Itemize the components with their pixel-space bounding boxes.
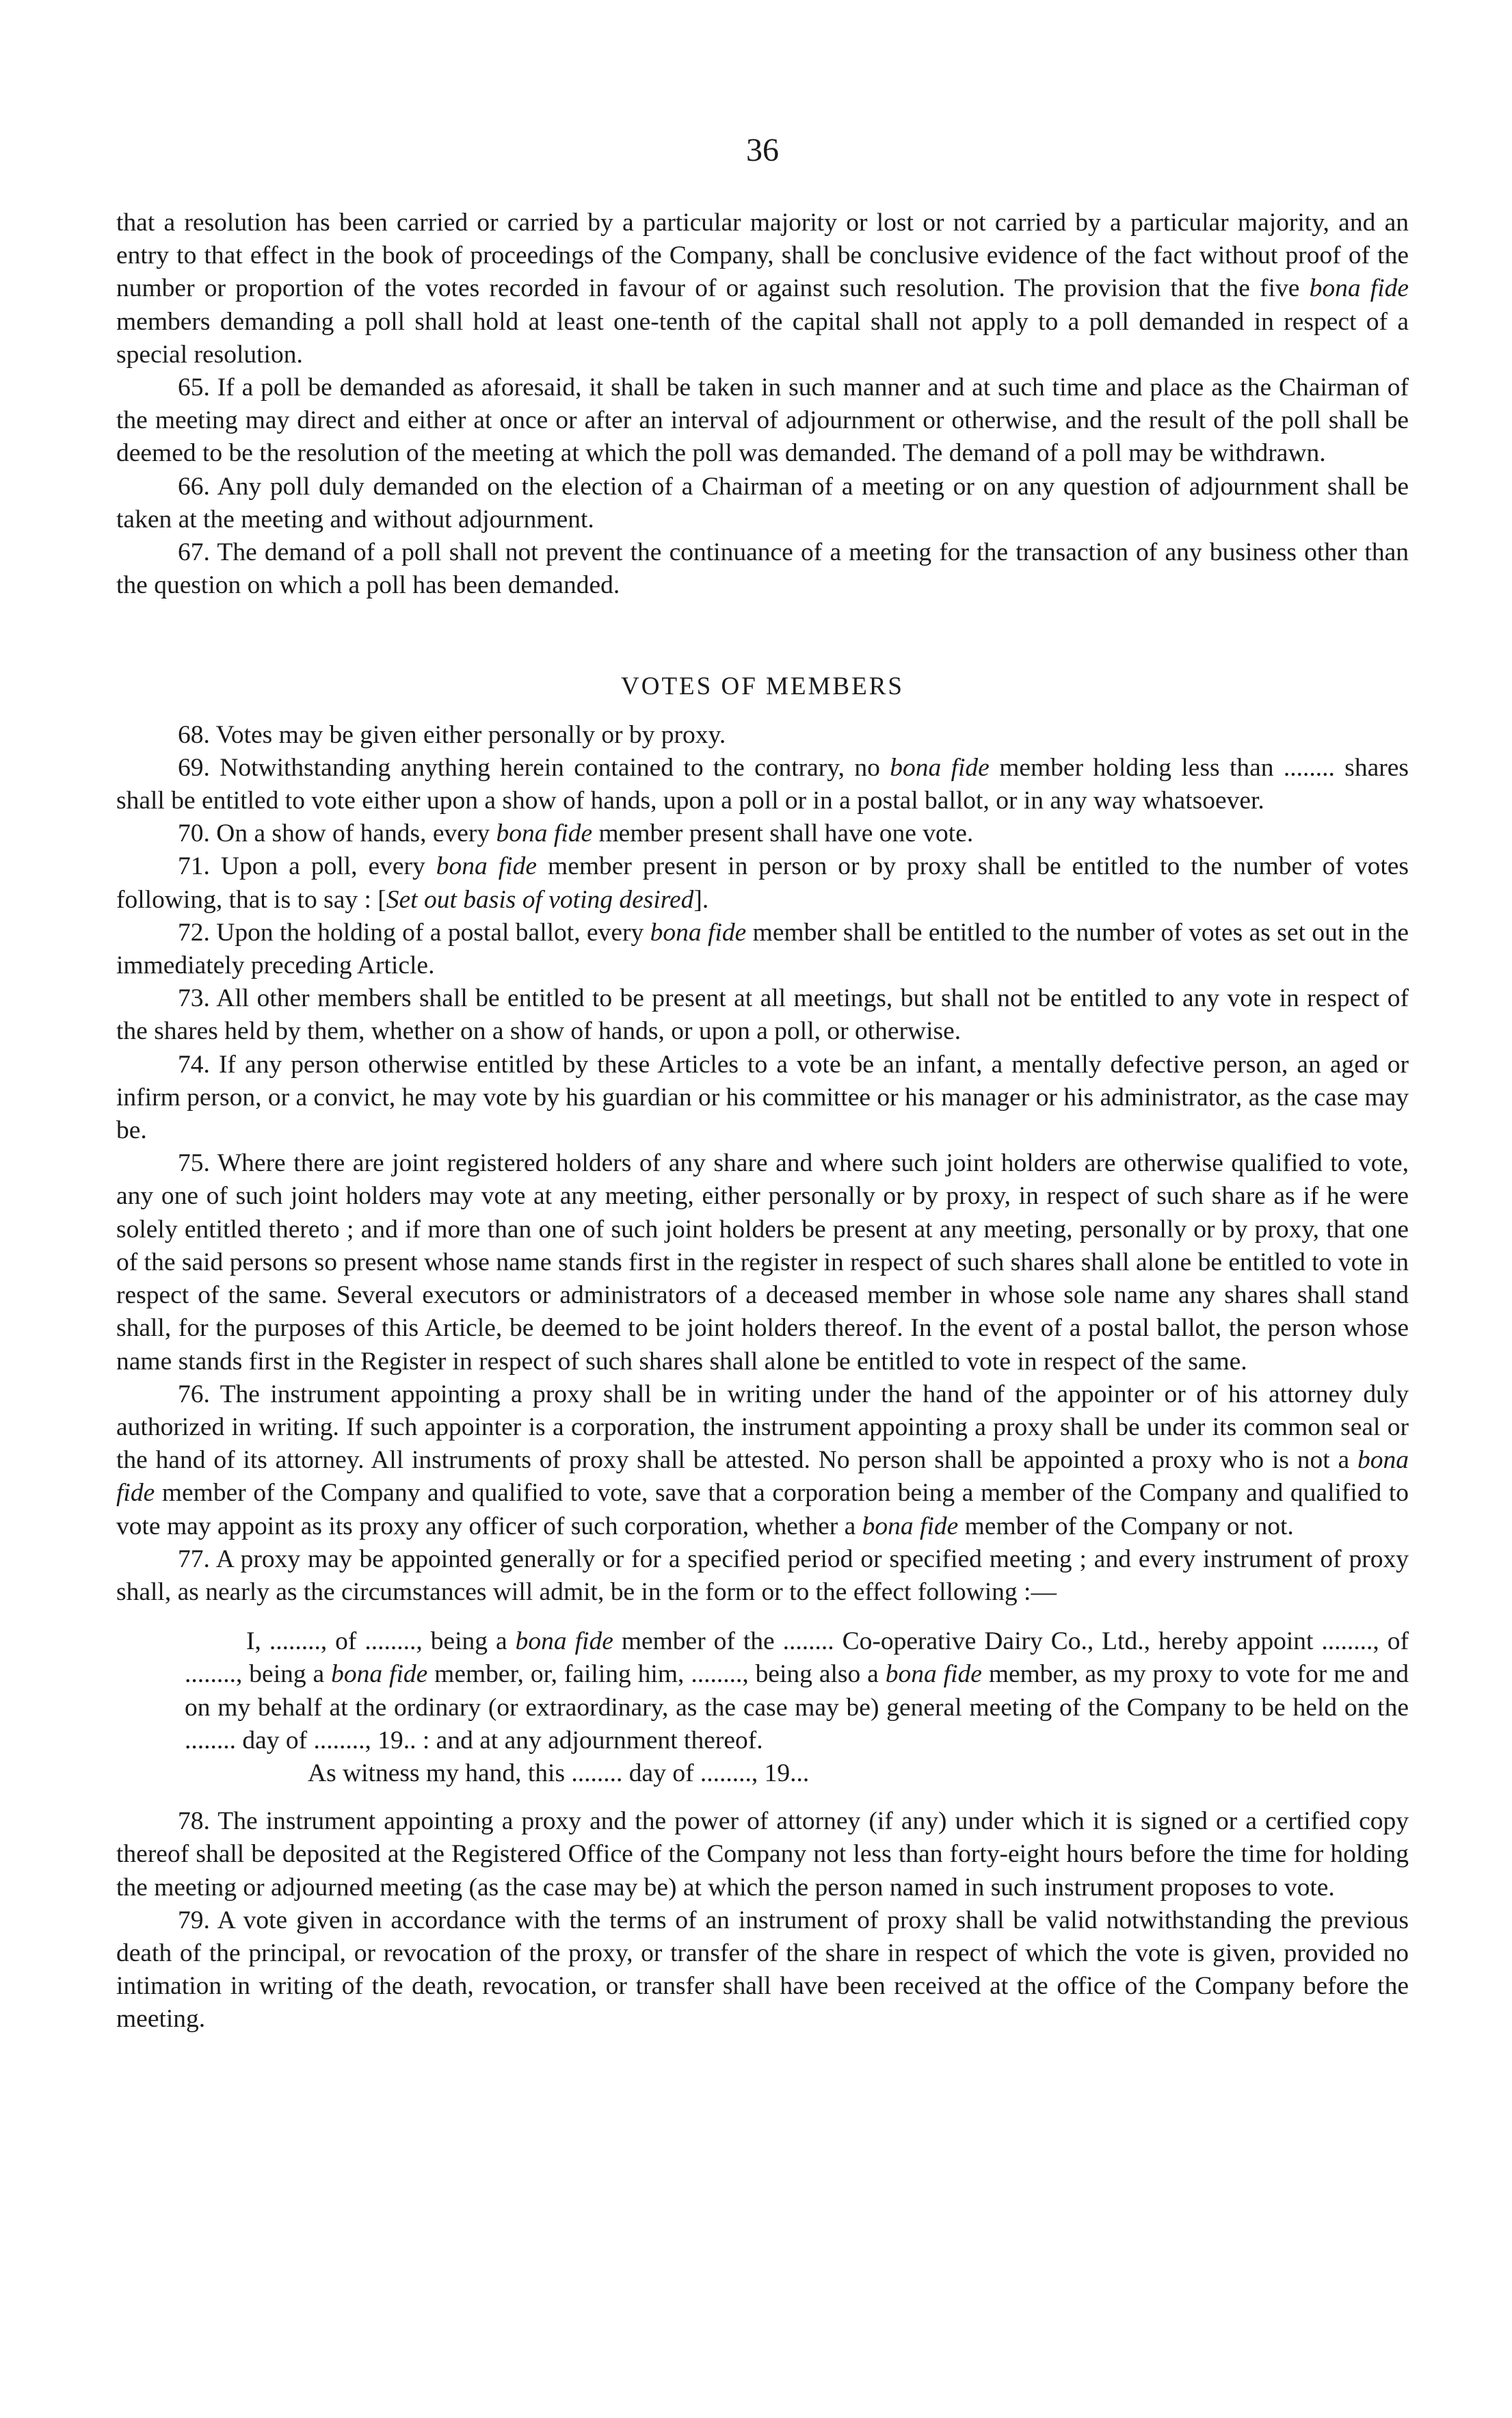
article-68: 68. Votes may be given either personally or by proxy.	[178, 720, 726, 749]
article-71: 71. Upon a poll, every bona fide member present in person or by proxy shall be entitled to the number of votes following, that is to say : [Set out basis of voting desired].	[116, 852, 1409, 914]
article-79: 79. A vote given in accordance with the terms of an instrument of proxy shall be valid notwithstanding the previous death of the principal, or revocation of the proxy, or transfer of the share in respect of which the vote is given, provided no intimation in writing of the death, revocation, or transfer shall have been received at the office of the Company before the meeting.	[116, 1906, 1409, 2034]
document-page	[116, 130, 1409, 2036]
article-67: 67. The demand of a poll shall not prevent the continuance of a meeting for the transaction of any business other than the question on which a poll has been demanded.	[116, 538, 1409, 600]
proxy-form	[185, 1625, 1409, 1790]
article-74: 74. If any person otherwise entitled by these Articles to a vote be an infant, a mentally defective person, an aged or infirm person, or a convict, he may vote by his guardian or his committee or his manager or his administrator, as the case may be.	[116, 1050, 1409, 1145]
page-number: 36	[746, 132, 779, 168]
proxy-form-witness: As witness my hand, this ........ day of ........, 19...	[308, 1759, 810, 1787]
article-70: 70. On a show of hands, every bona fide member present shall have one vote.	[178, 819, 974, 848]
article-75: 75. Where there are joint registered holders of any share and where such joint holders are otherwise qualified to vote, any one of such joint holders may vote at any meeting, either personally or by proxy, in respect of such share as if he were solely entitled thereto ; and if more than one of such joint holders be present at any meeting, personally or by proxy, that one of the said persons so present whose name stands first in the register in respect of such shares shall alone be entitled to vote in respect of the same. Several executors or administrators of a deceased member in whose sole name any shares shall stand shall, for the purposes of this Article, be deemed to be joint holders thereof. In the event of a postal ballot, the person whose name stands first in the Register in respect of such shares shall alone be entitled to vote in respect of the same.	[116, 1149, 1409, 1376]
article-65: 65. If a poll be demanded as aforesaid, it shall be taken in such manner and at such time and place as the Chairman of the meeting may direct and either at once or after an interval of adjournment or otherwise, and the result of the poll shall be deemed to be the resolution of the meeting at which the poll was demanded. The demand of a poll may be withdrawn.	[116, 373, 1409, 468]
article-72: 72. Upon the holding of a postal ballot, every bona fide member shall be entitled to the number of votes as set out in the immediately preceding Article.	[116, 918, 1409, 980]
article-76: 76. The instrument appointing a proxy shall be in writing under the hand of the appointer or of his attorney duly authorized in writing. If such appointer is a corporation, the instrument appointing a proxy shall be under its common seal or the hand of its attorney. All instruments of proxy shall be attested. No person shall be appointed a proxy who is not a bona fide member of the Company and qualified to vote, save that a corporation being a member of the Company and qualified to vote may appoint as its proxy any officer of such corporation, whether a bona fide member of the Company or not.	[116, 1380, 1409, 1540]
article-66: 66. Any poll duly demanded on the election of a Chairman of a meeting or on any question of adjournment shall be taken at the meeting and without adjournment.	[116, 472, 1409, 534]
proxy-form-body: I, ........, of ........, being a bona fide member of the ........ Co-operative Dairy Co., Ltd., hereby appoint ........, of ........, being a bona fide member, or, failing him, ........, being also a bona fide member, as my proxy to vote for me and on my behalf at the ordinary (or extraordinary, as the case may be) general meeting of the Company to be held on the ........ day of ........, 19.. : and at any adjournment thereof.	[185, 1627, 1409, 1755]
paragraph-continued: that a resolution has been carried or carried by a particular majority or lost or not carried by a particular majority, and an entry to that effect in the book of proceedings of the Company, shall be conclusive evidence of the fact without proof of the number or proportion of the votes recorded in favour of or against such resolution. The provision that the five bona fide members demanding a poll shall hold at least one-tenth of the capital shall not apply to a poll demanded in respect of a special resolution.	[116, 209, 1409, 369]
section-heading-votes-of-members: VOTES OF MEMBERS	[621, 672, 904, 701]
article-77: 77. A proxy may be appointed generally or for a specified period or specified meeting ; and every instrument of proxy shall, as nearly as the circumstances will admit, be in the form or to the effect following :—	[116, 1545, 1409, 1606]
article-69: 69. Notwithstanding anything herein contained to the contrary, no bona fide member holding less than ........ shares shall be entitled to vote either upon a show of hands, upon a poll or in a postal ballot, or in any way whatsoever.	[116, 753, 1409, 815]
article-73: 73. All other members shall be entitled to be present at all meetings, but shall not be entitled to any vote in respect of the shares held by them, whether on a show of hands, or upon a poll, or otherwise.	[116, 984, 1409, 1046]
article-78: 78. The instrument appointing a proxy and the power of attorney (if any) under which it is signed or a certified copy thereof shall be deposited at the Registered Office of the Company not less than forty-eight hours before the time for holding the meeting or adjourned meeting (as the case may be) at which the person named in such instrument proposes to vote.	[116, 1807, 1409, 1902]
